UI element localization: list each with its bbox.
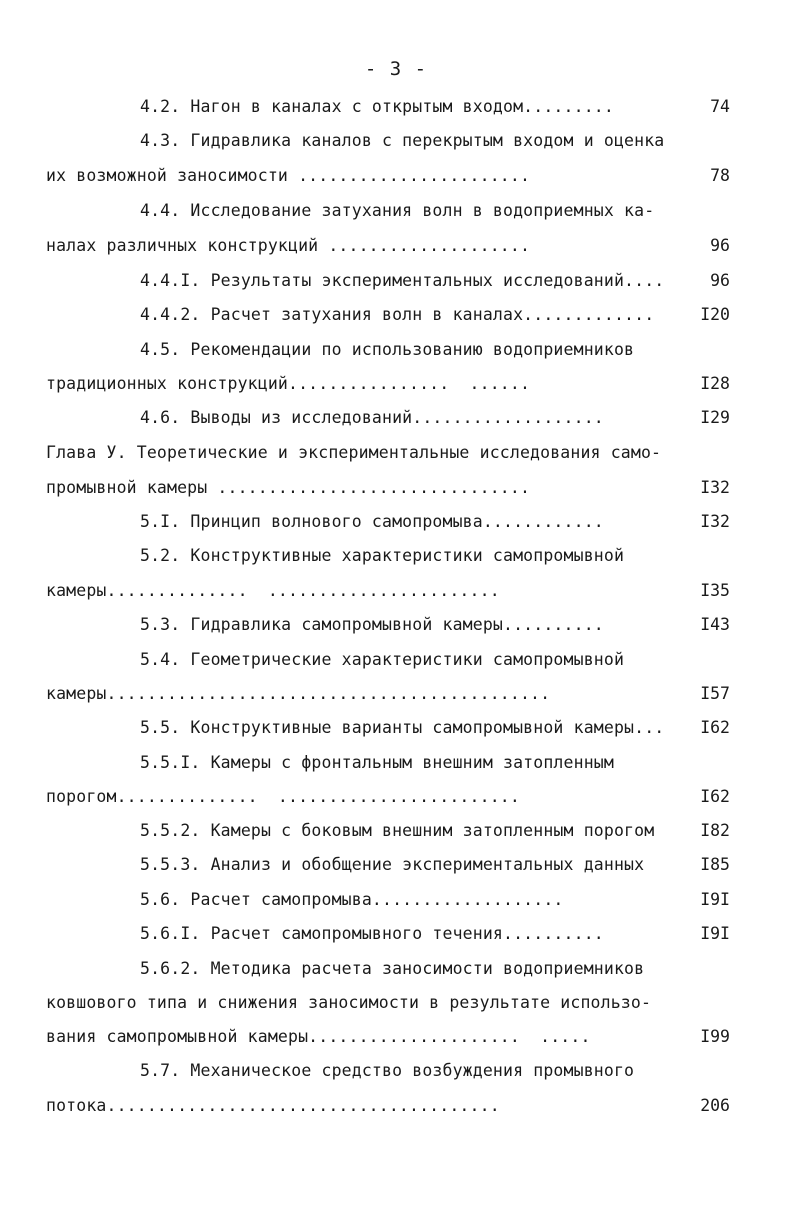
toc-entry-title: 4.2. Нагон в каналах с открытым входом......... — [140, 97, 614, 116]
toc-entry-page-number: I9I — [700, 924, 730, 943]
page-number: - 3 - — [364, 58, 428, 80]
toc-entry-continuation: вания самопромывной камеры..................... ..... — [46, 1027, 591, 1046]
toc-entry-title: 5.3. Гидравлика самопромывной камеры.......... — [140, 615, 604, 634]
toc-entry-title: 5.5. Конструктивные варианты самопромывной камеры... — [140, 718, 665, 737]
toc-entry-page-number: I82 — [700, 821, 730, 840]
toc-entry-title: 4.4.2. Расчет затухания волн в каналах............. — [140, 305, 655, 324]
toc-entry-page-number: I28 — [700, 374, 730, 393]
toc-entry-title: 5.5.2. Камеры с боковым внешним затопленным порогом — [140, 821, 655, 840]
toc-entry-title: 4.3. Гидравлика каналов с перекрытым входом и оценка — [140, 131, 665, 150]
toc-entry-title: 5.6.I. Расчет самопромывного течения.......... — [140, 924, 604, 943]
toc-entry-title: 4.6. Выводы из исследований................... — [140, 408, 604, 427]
toc-entry-page-number: 206 — [700, 1096, 730, 1115]
toc-entry-page-number: 78 — [710, 166, 730, 185]
toc-entry-continuation: традиционных конструкций................ ...... — [46, 374, 531, 393]
toc-entry-title: 5.6.2. Методика расчета заносимости водоприемников — [140, 959, 645, 978]
toc-entry-page-number: I57 — [700, 684, 730, 703]
toc-entry-title: Глава У. Теоретические и экспериментальные исследования само- — [46, 443, 662, 462]
toc-entry-page-number: I9I — [700, 890, 730, 909]
toc-entry-title: 5.I. Принцип волнового самопромыва............ — [140, 512, 604, 531]
toc-entry-page-number: I32 — [700, 478, 730, 497]
toc-entry-continuation: налах различных конструкций .................... — [46, 236, 531, 255]
toc-entry-title: 5.6. Расчет самопромыва................... — [140, 890, 564, 909]
toc-entry-page-number: I62 — [700, 787, 730, 806]
toc-entry-title: 4.4.I. Результаты экспериментальных исследований.... — [140, 271, 665, 290]
toc-entry-continuation: ковшового типа и снижения заносимости в результате использо- — [46, 993, 652, 1012]
toc-entry-continuation: камеры.............. ....................... — [46, 581, 500, 600]
toc-entry-page-number: I29 — [700, 408, 730, 427]
toc-entry-page-number: 96 — [710, 271, 730, 290]
toc-entry-continuation: промывной камеры ............................... — [46, 478, 531, 497]
toc-entry-page-number: 96 — [710, 236, 730, 255]
toc-entry-page-number: I32 — [700, 512, 730, 531]
toc-entry-page-number: I99 — [700, 1027, 730, 1046]
toc-entry-page-number: I20 — [700, 305, 730, 324]
toc-entry-page-number: I35 — [700, 581, 730, 600]
toc-entry-title: 5.4. Геометрические характеристики самопромывной — [140, 650, 625, 669]
toc-entry-page-number: 74 — [710, 97, 730, 116]
toc-entry-continuation: потока....................................... — [46, 1096, 500, 1115]
toc-entry-title: 5.5.3. Анализ и обобщение экспериментальных данных — [140, 855, 645, 874]
toc-entry-continuation: порогом.............. ........................ — [46, 787, 520, 806]
toc-entry-title: 5.5.I. Камеры с фронтальным внешним затопленным — [140, 753, 614, 772]
toc-entry-page-number: I43 — [700, 615, 730, 634]
toc-entry-title: 4.5. Рекомендации по использованию водоприемников — [140, 340, 635, 359]
toc-entry-title: 4.4. Исследование затухания волн в водоприемных ка- — [140, 201, 655, 220]
toc-entry-continuation: камеры............................................ — [46, 684, 551, 703]
toc-entry-title: 5.7. Механическое средство возбуждения промывного — [140, 1061, 635, 1080]
toc-entry-page-number: I62 — [700, 718, 730, 737]
toc-entry-title: 5.2. Конструктивные характеристики самопромывной — [140, 546, 625, 565]
toc-entry-page-number: I85 — [700, 855, 730, 874]
toc-entry-continuation: их возможной заносимости ....................... — [46, 166, 531, 185]
